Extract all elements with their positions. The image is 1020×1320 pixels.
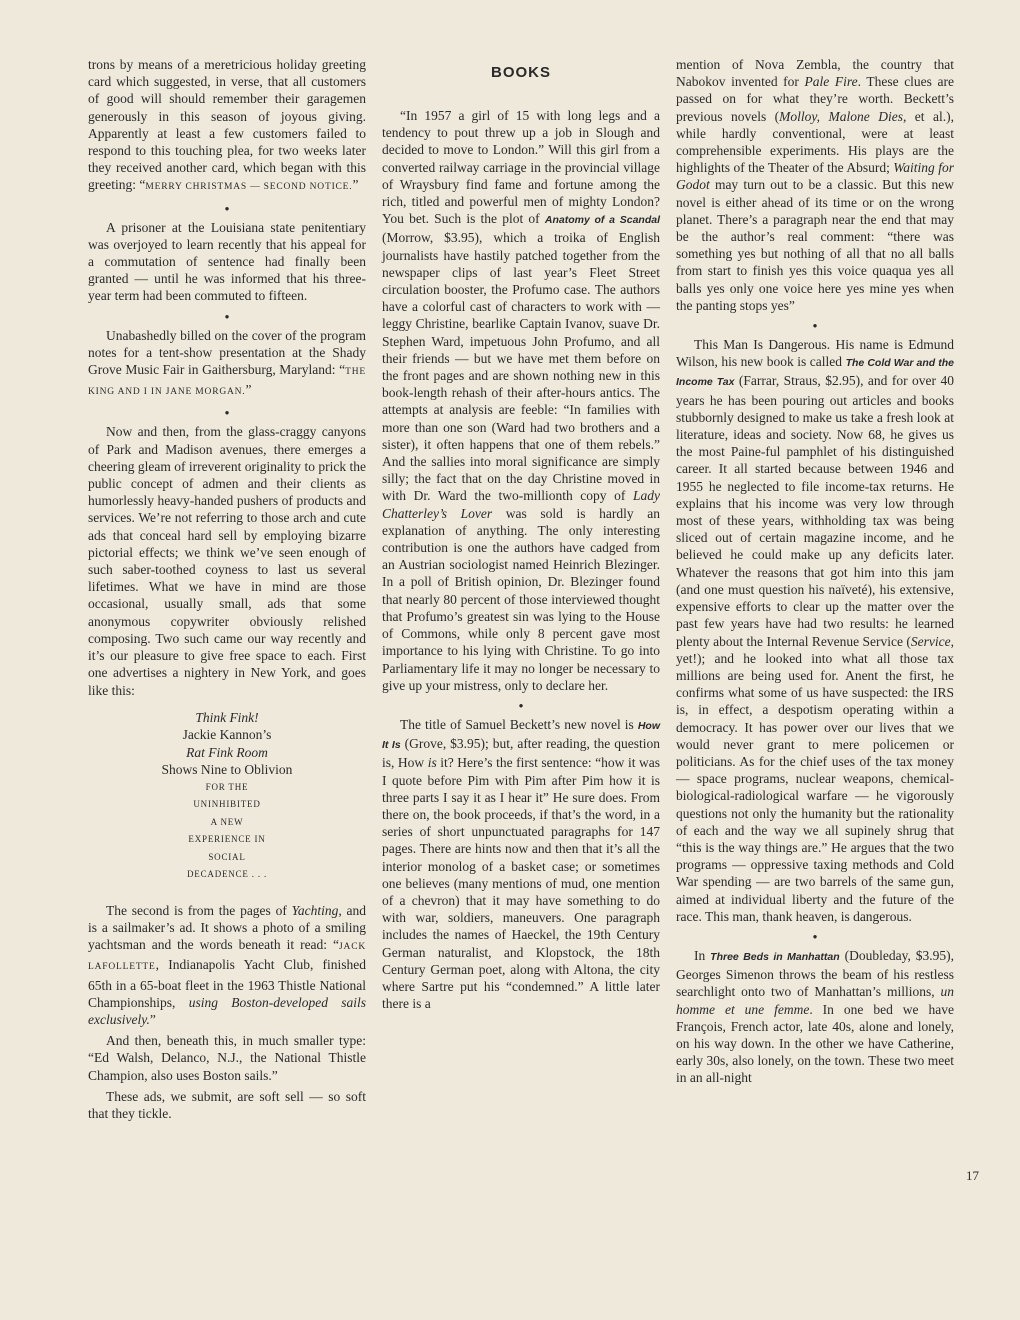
section-bullet: ● bbox=[224, 203, 230, 213]
ad-line: Rat Fink Room bbox=[186, 744, 268, 760]
page-number: 17 bbox=[966, 1168, 979, 1183]
paragraph-smaller-type: And then, beneath this, in much smaller type: “Ed Walsh, Delanco, N.J., the National Thistle Champion, also uses Boston sails.” bbox=[88, 1033, 366, 1083]
ad-line: Jackie Kannon’s bbox=[182, 727, 272, 743]
paragraph-beckett-continued: mention of Nova Zembla, the country that Nabokov invented for Pale Fire. These clues are passed on for what they’re worth. Beckett’s previous novels (Molloy, Malone Dies, et al.), while hardly conventional, were at least comprehensible experiments. His plays are the highlights of the Theater of the Absurd; Waiting for Godot may turn out to be a classic. But this new novel is either ahead of its time or on the wrong planet. There’s a paragraph near the end that may be the author’s real comment: “there was something yes but nothing of all that no all balls from start to finish yes this voice quaqua yes all balls yes only one voice here yes mine yes when the panting stops yes” bbox=[676, 57, 955, 313]
paragraph-edmund-wilson: This Man Is Dangerous. His name is Edmund Wilson, his new book is called The Cold War and the Income Tax (Farrar, Straus, $2.95), and for over 40 years he has been pouring out articles and books stubbornly designed to make us take a fresh look at literature, ideas and society. Now 68, he gives us the most Paine-ful pamphlet of his distinguished career. It all started because between 1946 and 1955 he neglected to file income-tax returns. He explains that his income was very low through most of these years, withholding tax was being sliced out of certain magazine income, and he believed he could make up any deficits later. Whatever the reasons that got him into this jam (and one must question his naïveté), his extensive, expensive efforts to clear up the matter over the past few years have had two results: he learned plenty about the Internal Revenue Service (Service, yet!); and he looked into what all those tax millions are being used for. Anent the first, he confirms what some of us have suspected: the IRS is, in effect, a despotism operating within a democracy. It has power over our lives that we would never grant to mere policemen or politicians. As for the chief uses of the tax money — space programs, nuclear weapons, chemical-biological-radiological warfare — he vigorously questions not only the humanity but the rationality of each and the way we all supinely shrug that “this is the way things are.” He argues that the two programs — oppressive taxing methods and Cold War spending — are two barrels of the same gun, aimed at individual liberty and the future of the race. This man, thank heaven, is dangerous. bbox=[676, 337, 955, 924]
ad-line: UNINHIBITED bbox=[193, 799, 261, 810]
paragraph-garagemen: trons by means of a meretricious holiday greeting card which suggested, in verse, that all customers of good will should remember their garagemen generously in this season of joyous giving. Apparently at least a few customers failed to respond to this touching plea, for two weeks later they received another card, which began with this greeting: “MERRY CHRISTMAS — SECOND NOTICE.” bbox=[88, 57, 366, 193]
section-bullet: ● bbox=[224, 311, 230, 321]
paragraph-admen: Now and then, from the glass-craggy canyons of Park and Madison avenues, there emerges a cheering gleam of irreverent originality to prick the public concept of admen and their clients as humorlessly heavy-handed pushers of products and services. We’re not referring to those arch and cute ads that conceal hard sell by employing bizarre pictorial effects; we think we’ve seen enough of such saber-toothed coyness to last us several lifetimes. What we have in mind are those occasional, usually small, ads that some anonymous copywriter obviously relished composing. Two such came our way recently and it’s our pleasure to give free space to each. First one advertises a nightery in New York, and goes like this: bbox=[88, 424, 366, 698]
column-right bbox=[676, 56, 954, 1109]
small-caps-quote: THE KING AND I IN JANE MORGAN. bbox=[88, 367, 366, 398]
paragraph-prisoner: A prisoner at the Louisiana state penitentiary was overjoyed to learn recently that his appeal for a commutation of sentence had finally been granted — until he was informed that his three-year term had been commuted to fifteen. bbox=[88, 219, 366, 304]
book-title: The Cold War and the Income Tax bbox=[676, 357, 955, 389]
section-bullet: ● bbox=[812, 931, 818, 941]
ad-line: SOCIAL bbox=[208, 851, 246, 862]
book-title: Three Beds in Manhattan bbox=[710, 950, 840, 963]
ad-line: DECADENCE . . . bbox=[187, 869, 267, 880]
quoted-ad-rat-fink bbox=[88, 709, 366, 884]
paragraph-simenon: In Three Beds in Manhattan (Doubleday, $3.95), Georges Simenon throws the beam of his restless searchlight onto two of Manhattan’s millions, un homme et une femme. In one bed we have François, French actor, late 40s, alone and lonely, on his way down. In the other we have Catherine, early 30s, also lonely, on the town. These two meet in an all-night bbox=[676, 947, 954, 1086]
ad-line: Think Fink! bbox=[195, 709, 259, 725]
section-title: BOOKS bbox=[490, 64, 551, 81]
section-bullet: ● bbox=[812, 321, 818, 331]
ad-line: FOR THE bbox=[205, 781, 249, 792]
paragraph-how-it-is: The title of Samuel Beckett’s new novel is How It Is (Grove, $3.95); but, after reading, the question is, How is it? Here’s the first sentence: “how it was I quote before Pim with Pim after Pim how it is three parts I say it as I hear it” He sure does. From there on, the book proceeds, if that’s the word, in a series of short unpunctuated paragraphs for 147 pages. There are hints now and then that it’s all the interior monolog of a basket case; or sometimes one believes (many mentions of mud, one mention of a chevron) that it may have something to do with war, soldiers, maneuvers. One paragraph includes the names of Haeckel, the 19th Century German naturalist, and Klopstock, the 18th Century German poet, along with Altona, the city where Sartre put his “condemned.” A little later there is a bbox=[382, 716, 660, 1012]
book-title: How It Is bbox=[382, 719, 660, 752]
section-bullet: ● bbox=[518, 700, 524, 710]
column-middle bbox=[382, 56, 660, 1034]
small-caps-quote: JACK LAFOLLETTE bbox=[88, 942, 366, 973]
ad-line: Shows Nine to Oblivion bbox=[161, 762, 293, 778]
ad-line: EXPERIENCE IN bbox=[188, 834, 266, 845]
paragraph-anatomy-of-a-scandal: “In 1957 a girl of 15 with long legs and a tendency to pout threw up a job in Slough and decided to move to London.” Will this girl from a converted railway carriage in the provincial village of Wraysbury find fame and fortune among the rich, titled and powerful men of mighty London? You bet. Such is the plot of Anatomy of a Scandal (Morrow, $3.95), which a troika of English journalists have hastily patched together from the newspaper clips of last year’s Fleet Street circulation booster, the Profumo case. The authors have a colorful cast of characters to work with — leggy Christine, bearlike Captain Ivanov, suave Dr. Stephen Ward, impetuous John Profumo, and all their friends — but we have met them before on the front pages and are shown nothing new in this book-length rehash of their after-hours antics. The attempts at analysis are feeble: “In families with more than one son (Ward had two brothers and a sister), it often happens that one of them rebels.” And the sallies into moral significance are simply silly; the fact that on the day Christine moved in with Dr. Ward the two-millionth copy of Lady Chatterley’s Lover was sold is hardly an explanation of anything. The only interesting contribution is one the authors have cadged from an Austrian sociologist named Heinrich Blezinger. In a poll of British opinion, Dr. Blezinger found that nearly 80 percent of those interviewed thought that Profumo’s greatest sin was lying to the House of Commons, while only 8 percent gave most importance to his lying with Christine. To go into Parliamentary life it may no longer be necessary to give up your mistress, only to declare her. bbox=[382, 108, 660, 693]
column-left bbox=[88, 56, 366, 1126]
small-caps-quote: MERRY CHRISTMAS — SECOND NOTICE. bbox=[145, 182, 353, 193]
paragraph-soft-sell: These ads, we submit, are soft sell — so soft that they tickle. bbox=[88, 1088, 366, 1121]
paragraph-tent-show: Unabashedly billed on the cover of the program notes for a tent-show presentation at the Shady Grove Music Fair in Gaithersburg, Maryland: “THE KING AND I IN JANE MORGAN.” bbox=[88, 327, 366, 398]
section-bullet: ● bbox=[224, 408, 230, 418]
paragraph-yachting: The second is from the pages of Yachting, and is a sailmaker’s ad. It shows a photo of a smiling yachtsman and the words beneath it read: “JACK LAFOLLETTE, Indianapolis Yacht Club, finished 65th in a 65-boat fleet in the 1963 Thistle National Championships, using Boston-developed sails exclusively.” bbox=[88, 902, 366, 1027]
ad-line: A NEW bbox=[210, 816, 244, 827]
book-title: Anatomy of a Scandal bbox=[544, 214, 660, 227]
